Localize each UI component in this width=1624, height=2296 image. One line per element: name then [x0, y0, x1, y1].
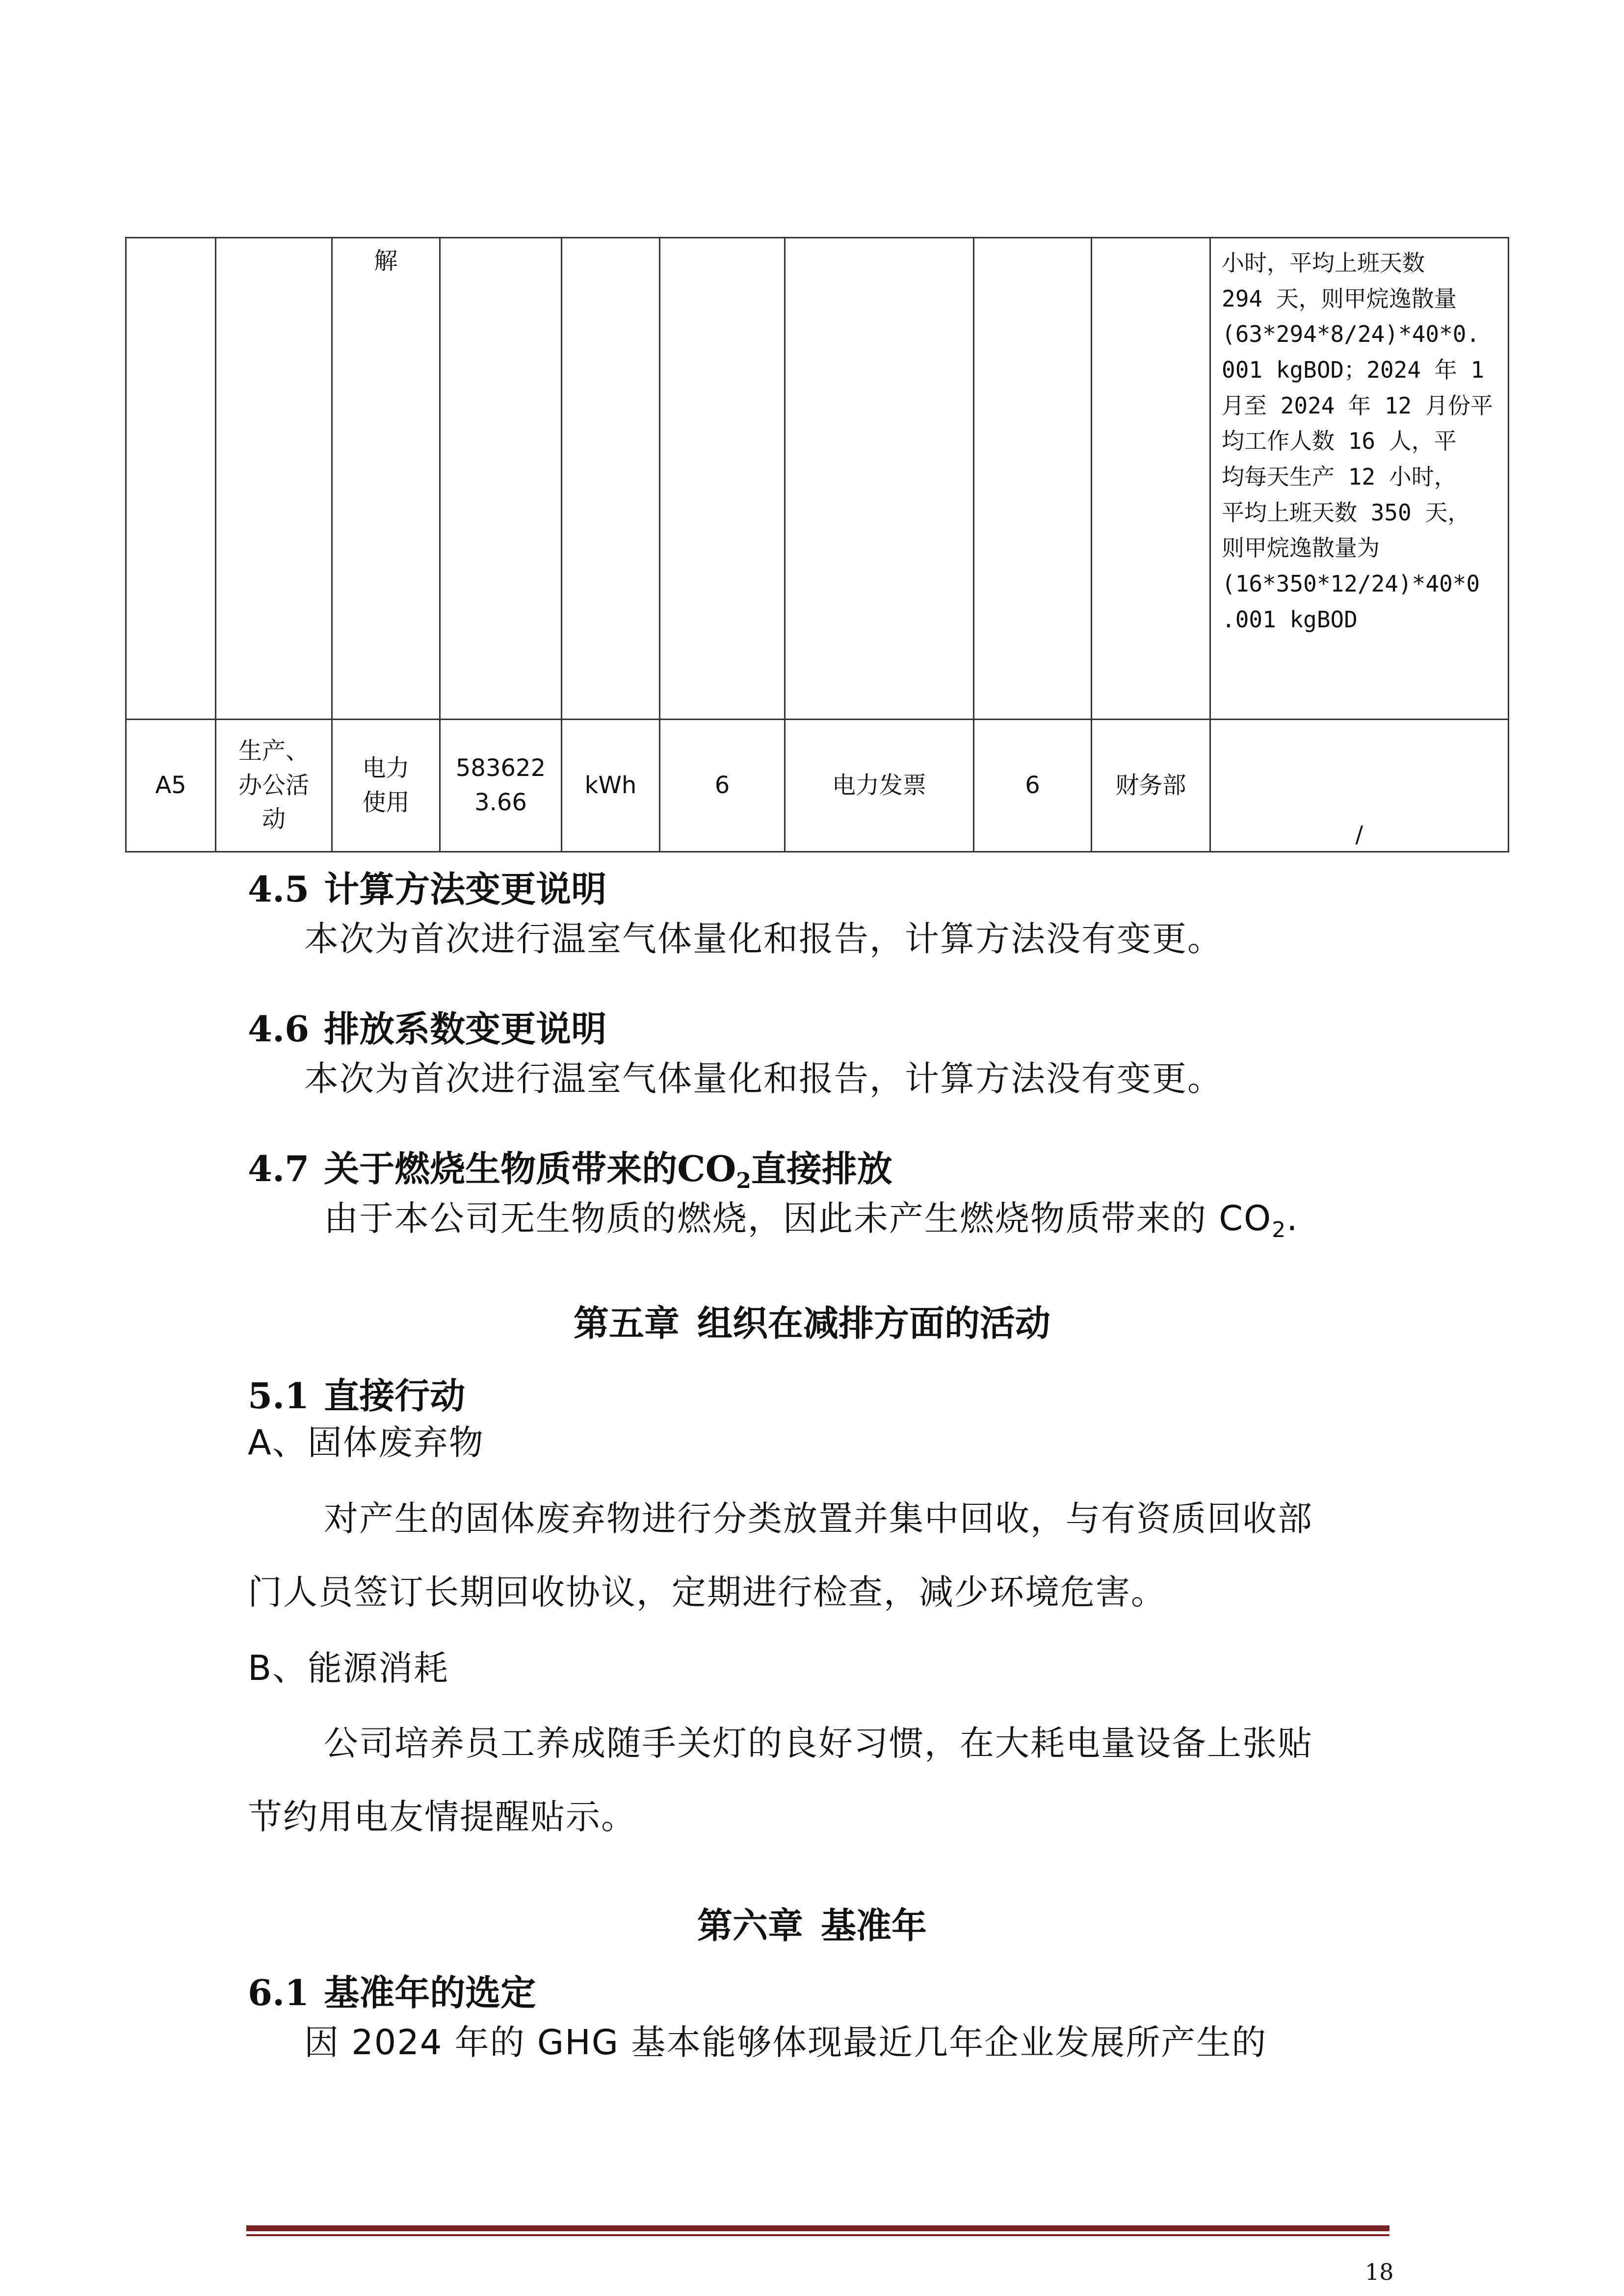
chapter-name: 组织在减排方面的活动 [697, 1303, 1051, 1344]
footer-rule [246, 2225, 1389, 2231]
chapter-number: 第六章 [697, 1905, 803, 1946]
section-title: 计算方法变更说明 [324, 868, 607, 910]
table-cell [562, 238, 660, 720]
section-heading [248, 1001, 606, 1052]
table-cell-unit: kWh [562, 720, 660, 852]
chapter-title [0, 1897, 1624, 1948]
cell-line: 3.66 [474, 788, 527, 816]
cell-line: 生产、 [238, 737, 309, 765]
table-row [126, 720, 1509, 852]
table-cell-dept: 财务部 [1092, 720, 1210, 852]
section-title: 基准年的选定 [324, 1972, 536, 2013]
cell-line: 办公活 [238, 771, 309, 799]
table-cell [974, 238, 1092, 720]
chapter-number: 第五章 [573, 1303, 680, 1344]
page-number: 18 [1365, 2259, 1394, 2285]
table-cell-grade: 6 [974, 720, 1092, 852]
section-number: 4.7 [248, 1148, 310, 1189]
paragraph [324, 1191, 1299, 1242]
section-heading [248, 1367, 465, 1419]
paragraph: 对产生的固体废弃物进行分类放置并集中回收，与有资质回收部 [324, 1498, 1313, 1539]
subsection-label: B、能源消耗 [248, 1648, 449, 1688]
table-cell [126, 238, 216, 720]
section-number: 4.6 [248, 1008, 310, 1050]
note-line: (16*350*12/24)*40*0 [1222, 570, 1480, 597]
table-cell [216, 238, 332, 720]
table-cell [785, 238, 974, 720]
note-line: (63*294*8/24)*40*0. [1222, 321, 1480, 348]
table-cell [440, 238, 562, 720]
section-title-tail: 直接排放 [751, 1148, 892, 1189]
note-line: 则甲烷逸散量为 [1222, 535, 1380, 562]
emission-source-table [125, 237, 1509, 852]
section-heading [248, 1964, 536, 2015]
cell-line: 电力 [362, 754, 410, 782]
note-line: 294 天，则甲烷逸散量 [1222, 285, 1457, 312]
note-line: 小时，平均上班天数 [1222, 250, 1425, 276]
subsection-label: A、固体废弃物 [248, 1422, 484, 1463]
table-cell-evidence: 电力发票 [785, 720, 974, 852]
cell-line: 583622 [455, 754, 546, 782]
section-number: 4.5 [248, 868, 310, 910]
cell-line: 使用 [362, 788, 410, 816]
section-title: 排放系数变更说明 [324, 1008, 607, 1050]
section-title: 直接行动 [324, 1375, 466, 1417]
table-cell [1092, 238, 1210, 720]
paragraph: 因 2024 年的 GHG 基本能够体现最近几年企业发展所产生的 [304, 2022, 1267, 2063]
section-number: 5.1 [248, 1375, 310, 1417]
subscript: 2 [736, 1168, 751, 1193]
table-cell-id: A5 [126, 720, 216, 852]
note-line: 平均上班天数 350 天， [1222, 499, 1470, 526]
paragraph-text: 由于本公司无生物质的燃烧，因此未产生燃烧物质带来的 CO [324, 1198, 1272, 1238]
section-title: 关于燃烧生物质带来的CO [324, 1148, 736, 1189]
footer-rule [246, 2234, 1389, 2236]
table-cell [660, 238, 785, 720]
section-heading [248, 1140, 892, 1193]
paragraph-text: . [1286, 1198, 1299, 1238]
note-line: 均每天生产 12 小时， [1222, 464, 1457, 490]
chapter-name: 基准年 [821, 1905, 927, 1946]
paragraph: 节约用电友情提醒贴示。 [248, 1797, 636, 1837]
cell-line: 动 [262, 805, 286, 833]
table-cell-activity [216, 720, 332, 852]
paragraph: 本次为首次进行温室气体量化和报告，计算方法没有变更。 [304, 1058, 1223, 1099]
table-cell-note [1210, 238, 1509, 720]
table-cell-note: / [1210, 720, 1509, 852]
paragraph: 门人员签订长期回收协议，定期进行检查，减少环境危害。 [248, 1572, 1166, 1612]
subscript: 2 [1272, 1217, 1287, 1242]
note-line: 均工作人数 16 人，平 [1222, 428, 1457, 455]
table-cell: 解 [332, 238, 440, 720]
chapter-title [0, 1295, 1624, 1346]
note-line: 001 kgBOD；2024 年 1 [1222, 357, 1485, 384]
table-cell-amount [440, 720, 562, 852]
table-row [126, 238, 1509, 720]
paragraph: 本次为首次进行温室气体量化和报告，计算方法没有变更。 [304, 919, 1223, 959]
paragraph: 公司培养员工养成随手关灯的良好习惯，在大耗电量设备上张贴 [324, 1723, 1313, 1763]
section-number: 6.1 [248, 1972, 310, 2013]
table-cell-source [332, 720, 440, 852]
section-heading [248, 861, 606, 912]
note-line: 月至 2024 年 12 月份平 [1222, 392, 1493, 419]
table-cell-grade: 6 [660, 720, 785, 852]
note-line: .001 kgBOD [1222, 606, 1358, 633]
